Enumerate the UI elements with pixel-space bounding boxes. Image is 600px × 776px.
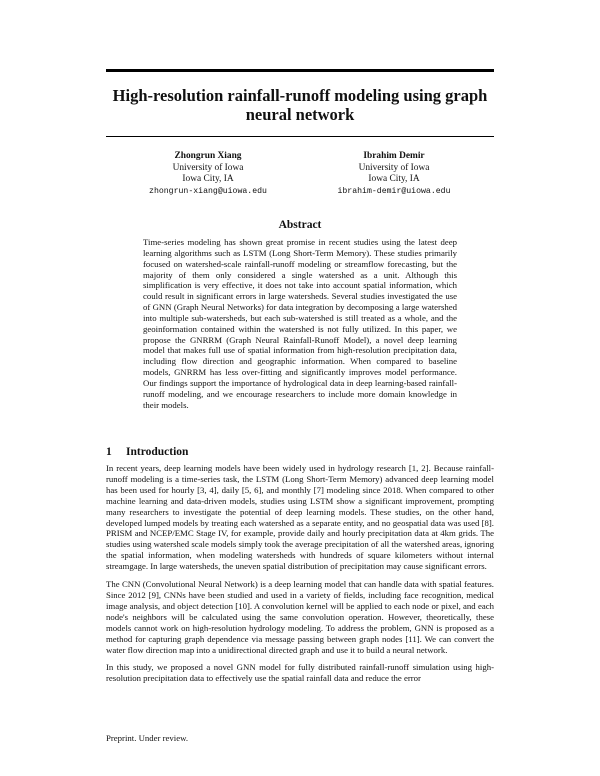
author-affiliation: University of Iowa: [358, 162, 430, 173]
author-name: Ibrahim Demir: [363, 151, 425, 161]
author-block-1: [118, 151, 298, 197]
abstract-heading: Abstract: [278, 219, 322, 231]
author-block-2: [304, 151, 484, 197]
section-number: 1: [106, 446, 112, 458]
paragraph: In recent years, deep learning models have been widely used in hydrology research [1, 2]. Because rainfall-runoff modeling is a time-series task, the LSTM (Long Short-Term Memory) advanced deep learning model has been used for hourly [3, 4], daily [5, 6], and monthly [7] modeling since 2018. When compared to other machine learning and data-driven models, studies using LSTM show a significant improvement, prompting many researchers to investigate the potential of deep learning models. These studies, on the other hand, developed lumped models by treating each watershed as a separate entity, and no geospatial data was used [8]. PRISM and NCEP/EMC Stage IV, for example, provide daily and hourly precipitation data at 4km grids. The studies using watershed scale models simply took the average precipitation of all the watershed areas, ignoring the spatial information, when modeling watersheds with hundreds of square kilometers without internal streamgage. In large watersheds, the uneven spatial distribution of precipitation may cause significant errors.: [106, 463, 494, 572]
title-bottom-rule: [106, 136, 494, 137]
author-affiliation: University of Iowa: [172, 162, 244, 173]
author-email: zhongrun-xiang@uiowa.edu: [149, 186, 267, 196]
abstract-text: Time-series modeling has shown great promise in recent studies using the latest deep learning algorithms such as LSTM (Long Short-Term Memory). These studies primarily focused on watershed-scale rainfall-runoff modeling or streamflow forecasting, but the majority of them only considered a single watershed as a unit. Although this simplification is very effective, it does not take into account spatial information, which could result in significant errors in large watersheds. Several studies investigated the use of GNN (Graph Neural Networks) for data integration by decomposing a large watershed into multiple sub-watersheds, but each sub-watershed is still treated as a whole, and the geoinformation contained within the watershed is not fully utilized. In this paper, we propose the GNRRM (Graph Neural Rainfall-Runoff Model), a novel deep learning model that makes full use of spatial information from high-resolution precipitation data, including flow direction and geographic information. When compared to baseline models, GNRRM has less over-fitting and significantly improves model performance. Our findings support the importance of hydrological data in deep learning-based rainfall-runoff modeling, and we encourage researchers to include more domain knowledge in their models.: [143, 237, 457, 410]
body-text: [106, 463, 494, 691]
section-title: Introduction: [126, 446, 189, 458]
paper-title: High-resolution rainfall-runoff modeling using graph neural network: [112, 86, 488, 124]
author-location: Iowa City, IA: [368, 174, 420, 184]
author-email: ibrahim-demir@uiowa.edu: [337, 186, 451, 196]
paragraph: The CNN (Convolutional Neural Network) is a deep learning model that can handle data with spatial features. Since 2012 [9], CNNs have been studied and used in a variety of fields, including face recognition, medical image analysis, and object detection [10]. A convolution kernel will be applied to each node or pixel, and each node's neighbors will be calculated using the same convolution operation. However, theoretically, these models cannot work on high-resolution hydrology modeling. To address the problem, GNN is proposed as a method for capturing graph dependence via message passing between graph nodes [11]. We can convert the water flow direction map into a unidirectional directed graph and use it to build a neural network.: [106, 579, 494, 655]
title-top-rule: [106, 69, 494, 72]
paragraph: In this study, we proposed a novel GNN model for fully distributed rainfall-runoff simulation using high-resolution precipitation data to effectively use the spatial rainfall data and reduce the error: [106, 662, 494, 684]
author-name: Zhongrun Xiang: [174, 151, 242, 161]
author-location: Iowa City, IA: [182, 174, 234, 184]
section-heading: [106, 446, 188, 458]
preprint-footer: Preprint. Under review.: [106, 733, 189, 743]
